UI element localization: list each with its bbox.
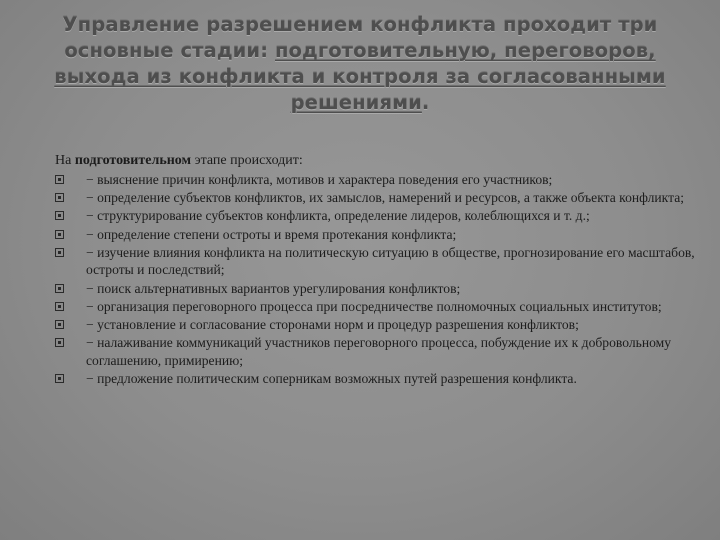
- title-part-3: .: [421, 91, 430, 114]
- square-bullet-icon: [55, 175, 64, 184]
- list-item: [55, 226, 695, 244]
- list-item-text: − структурирование субъектов конфликта, определение лидеров, колеблющихся и т. д.;: [86, 208, 590, 224]
- square-bullet-icon: [55, 193, 64, 202]
- list-item: [55, 280, 695, 298]
- title-stages-underlined: подготовительную, переговоров, выхода из конфликта и контроля за согласованными решениями: [54, 39, 666, 114]
- intro-line: [55, 152, 685, 169]
- list-item-text: − установление и согласование сторонами норм и процедур разрешения конфликтов;: [86, 316, 579, 332]
- square-bullet-icon: [55, 338, 64, 347]
- list-item: [55, 207, 695, 225]
- square-bullet-icon: [55, 230, 64, 239]
- list-item: [55, 370, 695, 388]
- square-bullet-icon: [55, 248, 64, 257]
- intro-prefix: На: [55, 153, 75, 168]
- list-item: [55, 171, 695, 189]
- list-item: [55, 189, 695, 207]
- list-item-text: − изучение влияния конфликта на политическую ситуацию в обществе, прогнозирование его масштабов, остроты и последствий;: [86, 244, 695, 278]
- intro-suffix: этапе происходит:: [191, 153, 303, 168]
- list-item-text: − определение субъектов конфликтов, их замыслов, намерений и ресурсов, а также объекта конфликта;: [86, 190, 685, 206]
- square-bullet-icon: [55, 302, 64, 311]
- square-bullet-icon: [55, 374, 64, 383]
- intro-bold-word: подготовительном: [74, 153, 192, 168]
- list-item-text: − предложение политическим соперникам возможных путей разрешения конфликта.: [86, 370, 577, 386]
- list-item: [55, 244, 695, 279]
- square-bullet-icon: [55, 211, 64, 220]
- list-item-text: − выяснение причин конфликта, мотивов и характера поведения его участников;: [86, 172, 553, 187]
- list-item: [55, 334, 695, 369]
- list-item-text: − организация переговорного процесса при посредничестве полномочных социальных институтов;: [86, 298, 662, 314]
- list-item: [55, 316, 695, 334]
- title-part-1: Управление разрешением конфликта проходит три основные стадии:: [62, 13, 658, 62]
- square-bullet-icon: [55, 284, 64, 293]
- list-item-text: − поиск альтернативных вариантов урегулирования конфликтов;: [86, 280, 461, 296]
- list-item: [55, 298, 695, 316]
- square-bullet-icon: [55, 320, 64, 329]
- slide-title: [40, 12, 680, 116]
- list-item-text: − определение степени остроты и время протекания конфликта;: [86, 226, 457, 242]
- list-item-text: − налаживание коммуникаций участников переговорного процесса, побуждение их к добровольному соглашению, примирению;: [86, 335, 672, 368]
- bullet-list: [55, 171, 695, 388]
